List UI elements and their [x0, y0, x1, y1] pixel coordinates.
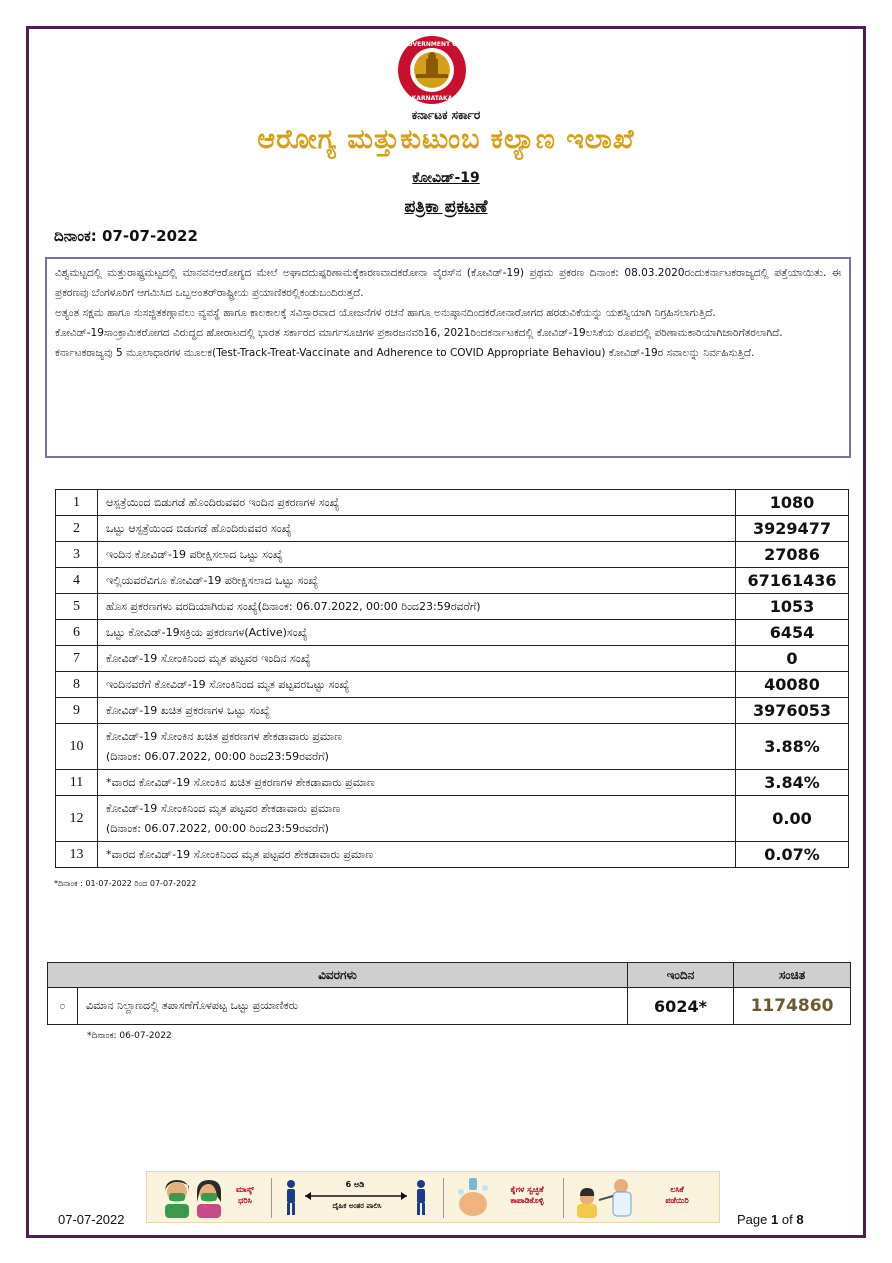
- stats-row-description-line: *ವಾರದ ಕೋವಿಡ್-19 ಸೋಂಕಿನಿಂದ ಮೃತ ಪಟ್ಟವರ ಶೇಕಡಾವಾರು ಪ್ರಮಾಣ: [106, 847, 374, 861]
- flight-header-cumulative: ಸಂಚಿತ: [734, 963, 851, 988]
- emblem-top-text: GOVERNMENT OF: [402, 41, 462, 48]
- department-title: ಆರೋಗ್ಯ ಮತ್ತುಕುಟುಂಬ ಕಲ್ಯಾಣ ಇಲಾಖೆ: [257, 124, 635, 155]
- release-date-label: ದಿನಾಂಕ:: [54, 227, 97, 245]
- stats-row-description: [98, 698, 736, 724]
- stats-row-number: 6: [56, 620, 98, 646]
- stats-row-description-line: ಕೋವಿಡ್-19 ಸೋಂಕಿನಿಂದ ಮೃತ ಪಟ್ಟವರ ಶೇಕಡಾವಾರು ಪ್ರಮಾಣ: [106, 801, 341, 815]
- stats-row-value: 3.84%: [736, 770, 849, 796]
- intro-paragraph-4: ಕರ್ನಾಟಕರಾಜ್ಯವು 5 ಮೂಲಾಧಾರಗಳ ಮೂಲಕ(Test-Track-Treat-Vaccinate and Adherence to COVID Appropriate Behaviou) ಕೋವಿಡ್-19ರ ಸವಾಲನ್ನು ನಿರ್ವಹಿಸುತ್ತಿದೆ.: [55, 347, 755, 359]
- stats-row-description: [98, 724, 736, 770]
- stats-row-number: 13: [56, 842, 98, 868]
- stats-row-description: [98, 568, 736, 594]
- stats-row-value: 0.07%: [736, 842, 849, 868]
- flight-table: [47, 962, 851, 1025]
- stats-row-number: 9: [56, 698, 98, 724]
- intro-box: [45, 257, 851, 458]
- release-date: [54, 227, 198, 245]
- stats-row: [56, 646, 849, 672]
- stats-row-description: [98, 770, 736, 796]
- stats-row: [56, 568, 849, 594]
- press-release-heading: ಪತ್ರಿಕಾ ಪ್ರಕಟಣೆ: [404, 197, 488, 217]
- intro-paragraph-2: ಅತ್ಯಂತ ಸಕ್ಷಮ ಹಾಗೂ ಸುಸಜ್ಜಿತಕಣ್ಗಾವಲು ವ್ಯವಸ್ಥೆ ಹಾಗೂ ಕಾಲಕಾಲಕ್ಕೆ ಸವಿಸ್ತಾರವಾದ ಯೋಜನೆಗಳ ರಚನೆ ಹಾಗೂ ಅನುಷ್ಠಾನದಿಂದಕರೋನಾರೋಗದ ಹರಡುವಿಕೆಯನ್ನು ಯಶಸ್ವಿಯಾಗಿ ನಿಗ್ರಹಿಸಲಾಗುತ್ತಿದೆ.: [55, 307, 716, 319]
- stats-row: [56, 796, 849, 842]
- stats-row-description-line: ಕೋವಿಡ್-19 ಸೋಂಕಿನ ಖಚಿತ ಪ್ರಕರಣಗಳ ಶೇಕಡಾವಾರು ಪ್ರಮಾಣ: [106, 729, 342, 743]
- flight-row: [48, 988, 851, 1025]
- stats-row-number: 2: [56, 516, 98, 542]
- stats-row-number: 11: [56, 770, 98, 796]
- stats-row-value: 40080: [736, 672, 849, 698]
- stats-row-description-line: ಒಟ್ಟು ಆಸ್ಪತ್ರೆಯಿಂದ ಬಿಡುಗಡೆ ಹೊಂದಿರುವವರ ಸಂಖ್ಯೆ: [106, 521, 292, 535]
- footer-page-current: 1: [771, 1212, 779, 1227]
- footer-date: 07-07-2022: [58, 1212, 125, 1227]
- stats-table: [55, 489, 849, 868]
- banner-divider: [443, 1178, 444, 1218]
- banner-distance-bottom: ದೈಹಿಕ ಅಂತರ ಪಾಲಿಸಿ: [332, 1202, 382, 1210]
- footer-page-total: 8: [796, 1212, 804, 1227]
- stats-row: [56, 770, 849, 796]
- stats-row-number: 8: [56, 672, 98, 698]
- karnataka-emblem-icon: [386, 34, 478, 106]
- flight-header-details: ವಿವರಗಳು: [48, 963, 628, 988]
- stats-row-description-line: ಕೋವಿಡ್-19 ಖಚಿತ ಪ್ರಕರಣಗಳ ಒಟ್ಟು ಸಂಖ್ಯೆ: [106, 703, 270, 717]
- banner-divider: [563, 1178, 564, 1218]
- stats-row-description: [98, 620, 736, 646]
- stats-row-value: 3.88%: [736, 724, 849, 770]
- stats-row-description-line: ಕೋವಿಡ್-19 ಸೋಂಕಿನಿಂದ ಮೃತ ಪಟ್ಟವರ ಇಂದಿನ ಸಂಖ್ಯೆ: [106, 651, 311, 665]
- stats-row-description: [98, 542, 736, 568]
- stats-row-description-line: ಒಟ್ಟು ಕೋವಿಡ್-19ಸಕ್ರಿಯ ಪ್ರಕರಣಗಳ(Active)ಸಂಖ್ಯೆ: [106, 625, 308, 639]
- stats-row-value: 3929477: [736, 516, 849, 542]
- stats-row-description: [98, 516, 736, 542]
- stats-row-description-line: ಇಂದಿನ ಕೋವಿಡ್-19 ಪರೀಕ್ಷಿಸಲಾದ ಒಟ್ಟು ಸಂಖ್ಯೆ: [106, 547, 283, 561]
- stats-row-description: [98, 796, 736, 842]
- stats-row-description-date: (ದಿನಾಂಕ: 06.07.2022, 00:00 ರಿಂದ23:59ರವರೆಗೆ): [106, 749, 329, 763]
- stats-row-value: 27086: [736, 542, 849, 568]
- flight-header-row: [48, 963, 851, 988]
- stats-row: [56, 594, 849, 620]
- banner-hands-label: ಕೈಗಳ ಸ್ವಚ್ಛತೆ ಕಾಪಾಡಿಕೊಳ್ಳಿ: [510, 1185, 544, 1205]
- stats-row-value: 3976053: [736, 698, 849, 724]
- footer-of-label: of: [781, 1212, 793, 1227]
- safety-banner: [146, 1171, 720, 1223]
- stats-row-number: 1: [56, 490, 98, 516]
- stats-row-value: 0: [736, 646, 849, 672]
- footer-page-label: Page: [737, 1212, 768, 1227]
- banner-mask-label: ಮಾಸ್ಕ್ ಧರಿಸಿ: [235, 1185, 255, 1205]
- stats-row: [56, 724, 849, 770]
- hand-wash-icon: [451, 1176, 495, 1220]
- stats-row: [56, 842, 849, 868]
- stats-row-number: 4: [56, 568, 98, 594]
- stats-row-description-line: ಆಸ್ಪತ್ರೆಯಿಂದ ಬಿಡುಗಡೆ ಹೊಂದಿರುವವರ ಇಂದಿನ ಪ್ರಕರಣಗಳ ಸಂಖ್ಯೆ: [106, 495, 340, 509]
- banner-divider: [271, 1178, 272, 1218]
- stats-row-description: [98, 672, 736, 698]
- stats-row-description: [98, 594, 736, 620]
- flight-row-number: ೦: [48, 988, 78, 1025]
- release-date-value: 07-07-2022: [101, 227, 198, 245]
- stats-row: [56, 672, 849, 698]
- flight-header-today: ಇಂದಿನ: [628, 963, 734, 988]
- stats-row-description-line: ಇಂದಿನವರೆಗೆ ಕೋವಿಡ್-19 ಸೋಂಕಿನಿಂದ ಮೃತ ಪಟ್ಟವರಒಟ್ಟು ಸಂಖ್ಯೆ: [106, 677, 350, 691]
- covid-heading: [0, 170, 892, 186]
- stats-row-description: [98, 490, 736, 516]
- stats-row: [56, 490, 849, 516]
- government-line: ಕರ್ನಾಟಕ ಸರ್ಕಾರ: [411, 108, 481, 122]
- stats-row-value: 67161436: [736, 568, 849, 594]
- banner-vaccine-label: ಲಸಿಕೆ ಪಡೆಯಿರಿ: [665, 1185, 689, 1205]
- covid-heading-prefix: ಕೋವಿಡ್: [412, 170, 455, 186]
- banner-distance-top: 6 ಅಡಿ: [345, 1180, 365, 1189]
- intro-paragraph-3: ಕೋವಿಡ್-19ಸಾಂಕ್ರಾಮಿಕರೋಗದ ವಿರುದ್ಧದ ಹೋರಾಟದಲ್ಲಿ ಭಾರತ ಸರ್ಕಾರದ ಮಾರ್ಗಸೂಚಿಗಳ ಪ್ರಕಾರಜನವರಿ16, 2021ರಿಂದಕರ್ನಾಟಕದಲ್ಲಿ ಕೋವಿಡ್-19ಲಸಿಕೆಯ ರೂಪದಲ್ಲಿ ಪರಿಣಾಮಕಾರಿಯಾಗಿಜಾರಿಗೆತರಲಾಗಿದೆ.: [55, 327, 783, 339]
- flight-row-today: 6024*: [628, 988, 734, 1025]
- stats-row: [56, 620, 849, 646]
- stats-row-number: 7: [56, 646, 98, 672]
- footer-page-number: [737, 1212, 804, 1227]
- flight-row-description: ವಿಮಾನ ನಿಲ್ದಾಣದಲ್ಲಿ ತಪಾಸಣೆಗೊಳಪಟ್ಟ ಒಟ್ಟು ಪ್ರಯಾಣಿಕರು: [78, 988, 628, 1025]
- stats-row: [56, 698, 849, 724]
- stats-row-description: [98, 646, 736, 672]
- vaccine-icon: [571, 1176, 643, 1220]
- stats-row-description-line: ಇಲ್ಲಿಯವರೆವಿಗೂ ಕೋವಿಡ್-19 ಪರೀಕ್ಷಿಸಲಾದ ಒಟ್ಟು ಸಂಖ್ಯೆ: [106, 573, 319, 587]
- emblem-bottom-text: KARNATAKA: [411, 95, 453, 102]
- stats-row-value: 1080: [736, 490, 849, 516]
- stats-row-description-date: (ದಿನಾಂಕ: 06.07.2022, 00:00 ರಿಂದ23:59ರವರೆಗೆ): [106, 821, 329, 835]
- stats-row-number: 12: [56, 796, 98, 842]
- stats-row-description-line: ಹೊಸ ಪ್ರಕರಣಗಳು ವರದಿಯಾಗಿರುವ ಸಂಖ್ಯೆ(ದಿನಾಂಕ: 06.07.2022, 00:00 ರಿಂದ23:59ರವರೆಗೆ): [106, 599, 481, 613]
- stats-row-number: 10: [56, 724, 98, 770]
- stats-row-description-line: *ವಾರದ ಕೋವಿಡ್-19 ಸೋಂಕಿನ ಖಚಿತ ಪ್ರಕರಣಗಳ ಶೇಕಡಾವಾರು ಪ್ರಮಾಣ: [106, 775, 375, 789]
- flight-footnote: *ದಿನಾಂಕ: 06-07-2022: [87, 1031, 172, 1041]
- stats-row-number: 3: [56, 542, 98, 568]
- stats-row-number: 5: [56, 594, 98, 620]
- stats-row-value: 0.00: [736, 796, 849, 842]
- stats-row-value: 1053: [736, 594, 849, 620]
- mask-people-icon: [159, 1178, 229, 1218]
- intro-paragraph-1: ವಿಶ್ವಮಟ್ಟದಲ್ಲಿ ಮತ್ತುರಾಷ್ಟ್ರಮಟ್ಟದಲ್ಲಿ ಮಾನವನಆರೋಗ್ಯದ ಮೇಲೆ ಅಘಾದದುಷ್ಪರಿಣಾಮಕ್ಕೆಕಾರಣವಾದಕರೋನಾ ವೈರಸ್‍ನ (ಕೋವಿಡ್-19) ಪ್ರಥಮ ಪ್ರಕರಣ ದಿನಾಂಕ: 08.03.2020ರಂದುಕರ್ನಾಟಕರಾಜ್ಯದಲ್ಲಿ ಪತ್ತೆಯಾಯಿತು. ಈ ಪ್ರಕರಣವು ಬೆಂಗಳೂರಿಗೆ ಆಗಮಿಸಿದ ಒಬ್ಬಅಂತರ್‌ರಾಷ್ಟ್ರೀಯ ಪ್ರಯಾಣಿಕರಲ್ಲಿಕಂಡುಬಂದಿರುತ್ತದೆ.: [55, 267, 841, 299]
- stats-row: [56, 542, 849, 568]
- stats-footnote: *ದಿನಾಂಕ : 01-07-2022 ರಿಂದ 07-07-2022: [54, 879, 197, 888]
- stats-row-description: [98, 842, 736, 868]
- covid-heading-suffix: -19: [454, 170, 480, 186]
- flight-row-cumulative: 1174860: [734, 988, 851, 1025]
- stats-row: [56, 516, 849, 542]
- stats-row-value: 6454: [736, 620, 849, 646]
